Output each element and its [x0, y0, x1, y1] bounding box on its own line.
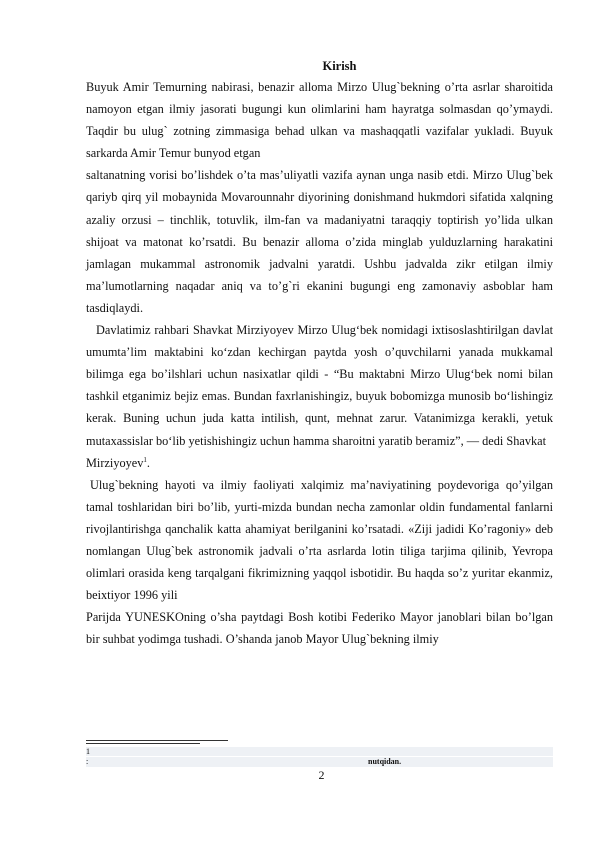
paragraph-4: Ulug`bekning hayoti va ilmiy faoliyati xalqimiz ma’naviyatining poydevoriga qo’yilgan tamal toshlaridan biri bo’lib, yurti-mizda bundan necha zamonlar oldin fundamental fanlarni rivojlantirishga qanchalik katta ahamiyat berilganini ko’rsatadi. «Ziji jadidi Ko’ragoniy» deb nomlangan Ulug`bek astronomik jadvali o’rta asrlarda lotin tiliga tarjima qilinib, Yevropa olimlari orasida keng tarqalgani fikrimizning yaqqol isbotidir. Bu haqda so’z yuritar ekanmiz, beixtiyor 1996 yili [86, 477, 553, 603]
paragraph-1: Buyuk Amir Temurning nabirasi, benazir alloma Mirzo Ulug`bekning o’rta asrlar sharoitida namoyon etgan ilmiy jasorati bugungi kun olimlarini ham hayratga solmasdan qo’ymaydi. Taqdir bu ulug` zotning zimmasiga behad ulkan va mashaqqatli vazifalar yukladi. Buyuk sarkarda Amir Temur bunyod etgan [86, 80, 553, 161]
footnote-mark[interactable]: 1 [143, 455, 147, 464]
footnote-text-band [86, 757, 553, 767]
page-number: 2 [318, 768, 325, 782]
footnote-number: 1 [86, 747, 90, 756]
footnote-divider-short [86, 743, 200, 744]
paragraph-3-tail-text: Mirziyoyev [86, 455, 144, 470]
document-page [86, 56, 553, 650]
footnote-number-band [86, 747, 553, 756]
paragraph-2: saltanatning vorisi bo’lishdek o’ta mas’uliyatli vazifa aynan unga nasib etdi. Mirzo Ulug`bek qariyb qirq yil mobaynida Movarounnahr diyorining donishmand hukmdori sifatida xalqning azaliy orzusi – tinchlik, totuvlik, ilm-fan va madaniyatni taraqqiy toptirish yo’lida ulkan shijoat va matonat ko’rsatdi. Bu benazir alloma o’zida minglab yulduzlarning harakatini jamlagan mukammal astronomik jadvalni yaratdi. Ushbu jadvalda zikr etilgan ilmiy ma’lumotlarning naqadar aniq va to’g`ri ekanini bugungi eng zamonaviy asboblar ham tasdiqlaydi. [86, 168, 553, 315]
footnote-text: nutqidan. [368, 757, 402, 766]
document-title: Kirish [322, 59, 357, 73]
footnote-divider [86, 740, 228, 741]
paragraph-3-tail [86, 452, 553, 474]
paragraph-5: Parijda YUNESKOning o’sha paytdagi Bosh kotibi Federiko Mayor janoblari bilan bo’lgan bir suhbat yodimga tushadi. O’shanda janob Mayor Ulug`bekning ilmiy [86, 610, 553, 647]
footnote-colon: : [86, 757, 89, 766]
paragraph-3: Davlatimiz rahbari Shavkat Mirziyoyev Mirzo Ulug‘bek nomidagi ixtisoslashtirilgan davlat umumta’lim maktabini ko‘zdan kechirgan paytda yosh o’quvchilarni yanada mukkamal bilimga ega bo’ilshlari uchun nasixatlar qildi - “Bu maktabni Mirzo Ulug‘bek nomi bilan tashkil etganimiz bejiz emas. Bundan faxrlanishingiz, buyuk bobomizga munosib bo‘lishingiz kerak. Buning uchun juda katta intilish, qunt, mehnat zarur. Vatanimizga kerakli, yetuk mutaxassislar bo‘lib yetishishingiz uchun hamma sharoitni yaratib beramiz”, — dedi Shavkat [86, 323, 553, 448]
paragraph-3-end: . [146, 455, 150, 470]
